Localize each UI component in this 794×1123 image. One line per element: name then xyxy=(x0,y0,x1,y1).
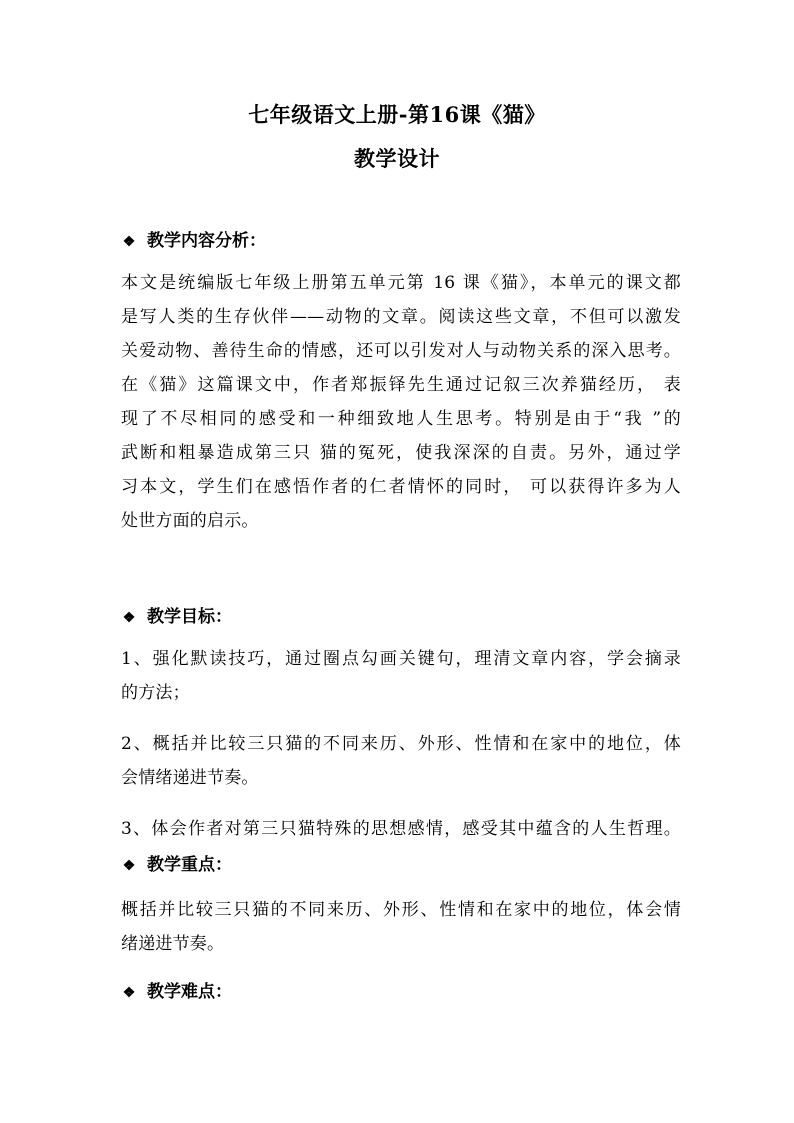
objective-item-2 xyxy=(121,727,681,795)
paragraph-line: 现了不尽相同的感受和一种细致地人生思考。特别是由于“我 ”的 xyxy=(121,409,681,429)
section-heading-text: 教学目标： xyxy=(147,607,232,627)
paragraph-line: 是写人类的生存伙伴——动物的文章。阅读这些文章，不但可以激发 xyxy=(121,307,681,327)
bullet-diamond-icon: ❖ xyxy=(122,234,136,250)
objective-item-1 xyxy=(121,642,681,710)
document-title: 七年级语文上册-第16课《猫》 xyxy=(248,102,546,127)
paragraph-line: 关爱动物、善待生命的情感，还可以引发对人与动物关系的深入思考。 xyxy=(121,341,681,361)
section-heading-text: 教学难点： xyxy=(147,982,232,1002)
section-heading-analysis xyxy=(121,229,266,254)
analysis-paragraph xyxy=(121,266,681,538)
paragraph-line: 会情绪递进节奏。 xyxy=(121,768,259,788)
document-subtitle: 教学设计 xyxy=(354,146,440,171)
bullet-diamond-icon: ❖ xyxy=(122,610,136,626)
section-heading-objectives xyxy=(121,605,232,630)
paragraph-line: 3、体会作者对第三只猫特殊的思想感情，感受其中蕴含的人生哲理。 xyxy=(121,819,681,839)
paragraph-line: 本文是统编版七年级上册第五单元第 16 课《猫》，本单元的课文都 xyxy=(121,273,681,293)
paragraph-line: 2、概括并比较三只猫的不同来历、外形、性情和在家中的地位，体 xyxy=(121,734,681,754)
paragraph-line: 绪递进节奏。 xyxy=(121,934,225,954)
paragraph-line: 在《猫》这篇课文中，作者郑振铎先生通过记叙三次养猫经历， 表 xyxy=(121,375,681,395)
paragraph-line: 习本文，学生们在感悟作者的仁者情怀的同时， 可以获得许多为人 xyxy=(121,477,681,497)
paragraph-line: 武断和粗暴造成第三只 猫的冤死，使我深深的自责。另外，通过学 xyxy=(121,443,681,463)
paragraph-line: 的方法； xyxy=(121,683,190,703)
section-heading-key-points xyxy=(121,853,232,878)
paragraph-line: 处世方面的启示。 xyxy=(121,511,259,531)
section-heading-text: 教学重点： xyxy=(147,855,232,875)
bullet-diamond-icon: ❖ xyxy=(122,858,136,874)
bullet-diamond-icon: ❖ xyxy=(122,985,136,1001)
paragraph-line: 概括并比较三只猫的不同来历、外形、性情和在家中的地位，体会情 xyxy=(121,900,681,920)
key-points-paragraph xyxy=(121,893,681,961)
paragraph-line: 1、强化默读技巧，通过圈点勾画关键句，理清文章内容，学会摘录 xyxy=(121,649,681,669)
objective-item-3 xyxy=(121,812,681,846)
section-heading-text: 教学内容分析： xyxy=(147,231,266,251)
section-heading-difficulties xyxy=(121,980,232,1005)
